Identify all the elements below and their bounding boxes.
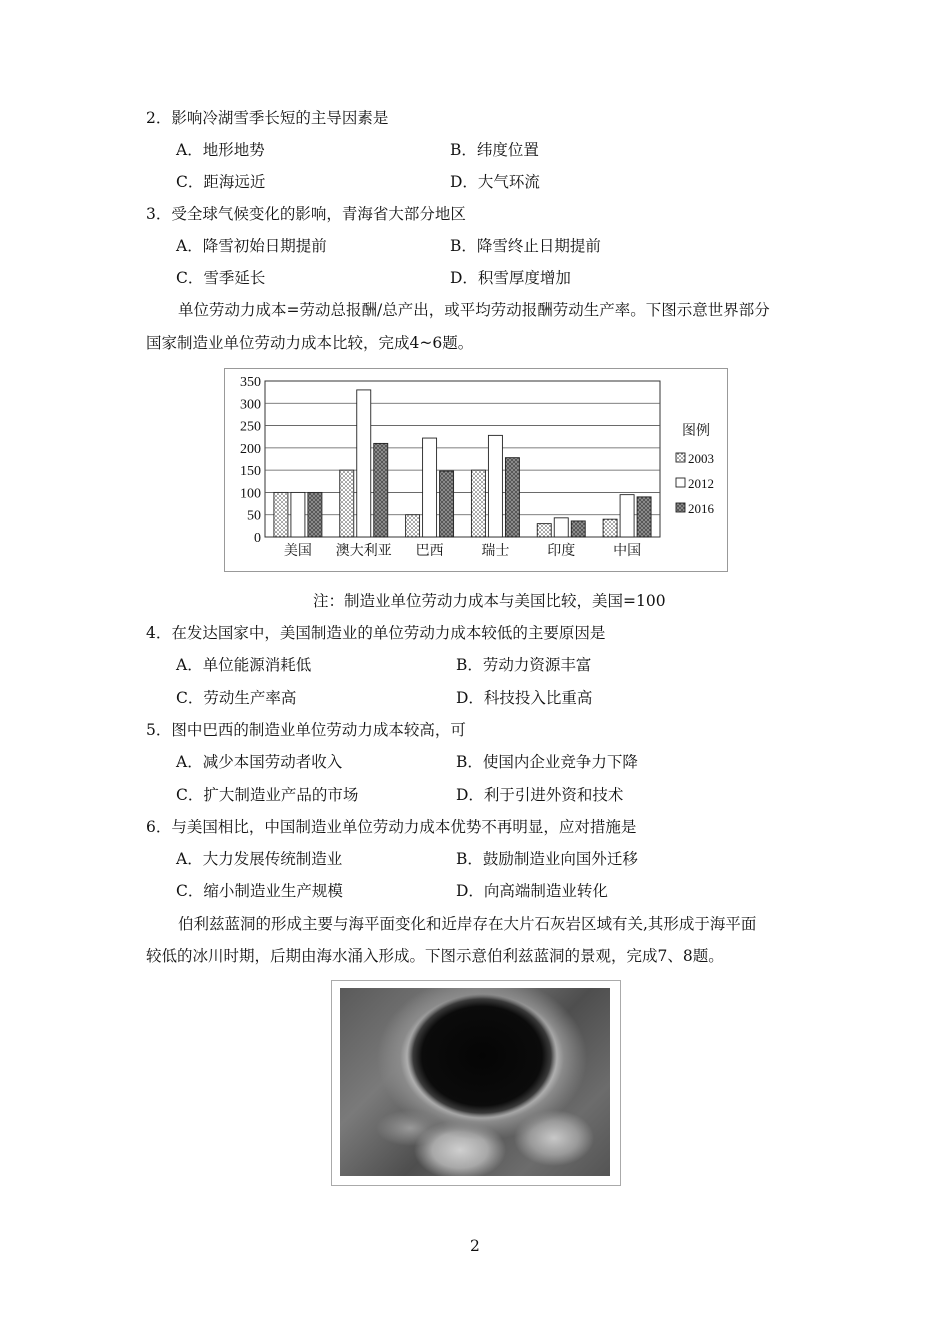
question-3-stem: 3．受全球气候变化的影响，青海省大部分地区 <box>146 205 466 223</box>
question-3-option-b: B．降雪终止日期提前 <box>450 237 601 255</box>
chart-legend-label: 2016 <box>688 501 714 516</box>
question-5-option-c: C．扩大制造业产品的市场 <box>176 786 359 804</box>
chart-bar <box>291 492 305 537</box>
chart-legend-title: 图例 <box>682 423 710 439</box>
labor-cost-chart-svg <box>225 369 727 571</box>
question-4-option-a: A．单位能源消耗低 <box>176 656 312 674</box>
chart-x-tick-label: 巴西 <box>415 543 444 559</box>
question-6-stem: 6．与美国相比，中国制造业单位劳动力成本优势不再明显，应对措施是 <box>146 818 637 836</box>
chart-bar <box>423 438 437 537</box>
question-4-stem: 4．在发达国家中，美国制造业的单位劳动力成本较低的主要原因是 <box>146 624 606 642</box>
intro-paragraph-1-line-1: 单位劳动力成本=劳动总报酬/总产出，或平均劳动报酬劳动生产率。下图示意世界部分 <box>178 301 770 319</box>
question-5-stem: 5．图中巴西的制造业单位劳动力成本较高，可 <box>146 721 466 739</box>
chart-x-tick-label: 美国 <box>283 543 312 559</box>
blue-hole-image <box>340 988 610 1176</box>
chart-y-tick-label: 150 <box>240 464 261 480</box>
question-4-option-b: B．劳动力资源丰富 <box>456 656 592 674</box>
chart-bar <box>471 470 485 537</box>
chart-bar <box>620 495 634 537</box>
question-3-option-a: A．降雪初始日期提前 <box>176 237 327 255</box>
chart-legend-swatch <box>676 503 685 512</box>
question-2-option-b: B．纬度位置 <box>450 141 539 159</box>
chart-bar <box>374 443 388 537</box>
chart-bar <box>274 492 288 537</box>
chart-plot-frame <box>265 381 660 537</box>
page-number: 2 <box>470 1237 480 1255</box>
question-6-option-b: B．鼓励制造业向国外迁移 <box>456 850 638 868</box>
question-3-option-c: C．雪季延长 <box>176 269 266 287</box>
question-6-option-a: A．大力发展传统制造业 <box>176 850 343 868</box>
question-2-option-c: C．距海远近 <box>176 173 266 191</box>
chart-legend-swatch <box>676 478 685 487</box>
chart-legend-label: 2003 <box>688 451 714 466</box>
question-6-option-d: D．向高端制造业转化 <box>456 882 608 900</box>
chart-bar <box>406 515 420 537</box>
intro-paragraph-2-line-1: 伯利兹蓝洞的形成主要与海平面变化和近岸存在大片石灰岩区域有关,其形成于海平面 <box>178 915 757 933</box>
chart-bar <box>357 390 371 537</box>
question-5-option-a: A．减少本国劳动者收入 <box>176 753 343 771</box>
labor-cost-chart <box>224 368 728 572</box>
chart-bar <box>308 492 322 537</box>
question-4-option-d: D．科技投入比重高 <box>456 689 593 707</box>
chart-bar <box>505 458 519 537</box>
chart-x-tick-label: 瑞士 <box>481 543 510 559</box>
chart-bar <box>537 524 551 537</box>
question-2-option-d: D．大气环流 <box>450 173 540 191</box>
chart-bar <box>488 435 502 537</box>
chart-y-tick-label: 0 <box>254 531 261 546</box>
chart-bar <box>554 518 568 537</box>
chart-bar <box>603 519 617 537</box>
question-2-option-a: A．地形地势 <box>176 141 265 159</box>
chart-bar <box>571 521 585 537</box>
question-3-option-d: D．积雪厚度增加 <box>450 269 571 287</box>
chart-y-tick-label: 350 <box>240 375 261 390</box>
chart-bar <box>440 471 454 537</box>
question-5-option-b: B．使国内企业竞争力下降 <box>456 753 638 771</box>
chart-x-tick-label: 澳大利亚 <box>335 543 392 559</box>
chart-y-tick-label: 250 <box>240 419 261 435</box>
intro-paragraph-2-line-2: 较低的冰川时期，后期由海水涌入形成。下图示意伯利兹蓝洞的景观，完成7、8题。 <box>146 947 724 965</box>
chart-x-tick-label: 中国 <box>613 543 642 559</box>
question-5-option-d: D．利于引进外资和技术 <box>456 786 624 804</box>
chart-note: 注：制造业单位劳动力成本与美国比较，美国=100 <box>313 592 666 610</box>
chart-x-tick-label: 印度 <box>547 543 576 559</box>
intro-paragraph-1-line-2: 国家制造业单位劳动力成本比较，完成4~6题。 <box>146 334 474 352</box>
blue-hole-photo <box>331 980 621 1186</box>
chart-y-tick-label: 50 <box>247 508 261 524</box>
question-2-stem: 2．影响冷湖雪季长短的主导因素是 <box>146 109 389 127</box>
chart-y-tick-label: 100 <box>240 486 261 502</box>
chart-bar <box>340 470 354 537</box>
question-4-option-c: C．劳动生产率高 <box>176 689 297 707</box>
chart-y-tick-label: 300 <box>240 397 261 413</box>
chart-y-tick-label: 200 <box>240 441 261 457</box>
chart-legend-label: 2012 <box>688 476 714 491</box>
question-6-option-c: C．缩小制造业生产规模 <box>176 882 343 900</box>
chart-bar <box>637 497 651 537</box>
chart-legend-swatch <box>676 453 685 462</box>
